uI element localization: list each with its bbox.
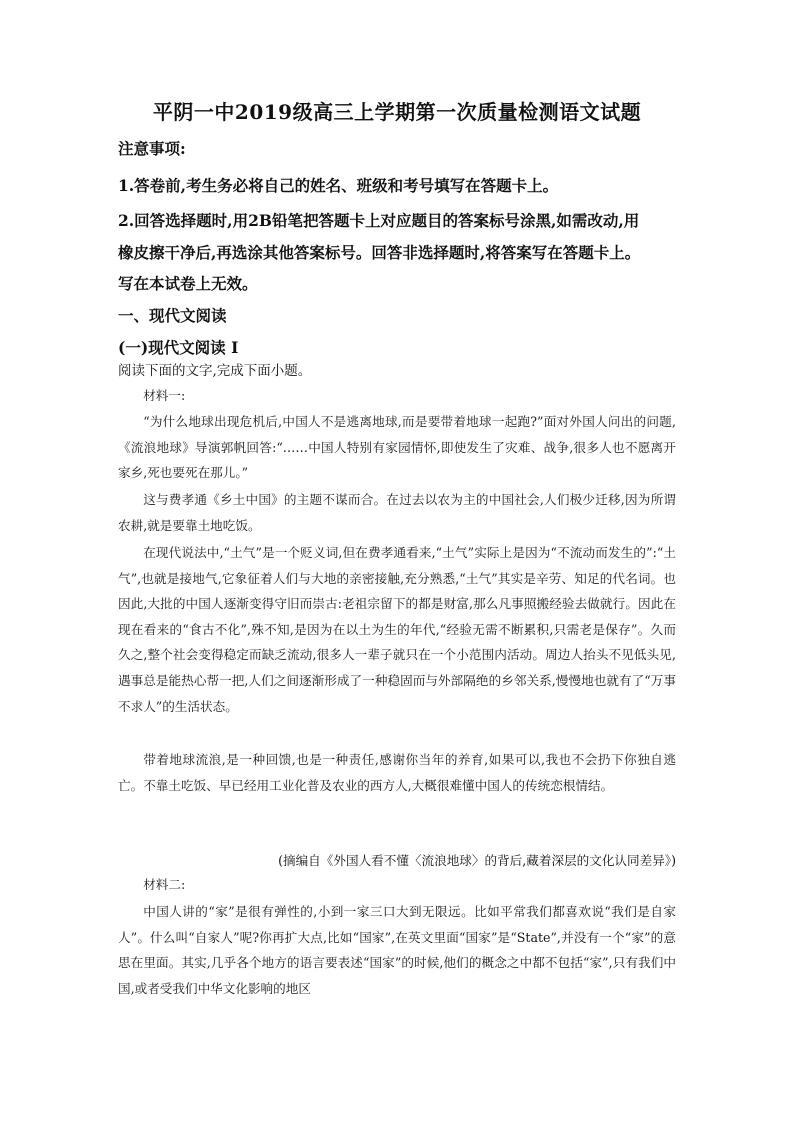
material-1-paragraph-2: 这与费孝通《乡土中国》的主题不谋而合。在过去以农为主的中国社会,人们极少迁移,因为所谓农耕,就是要靠土地吃饭。 xyxy=(118,492,676,533)
material-1-source: (摘编自《外国人看不懂〈流浪地球〉的背后,藏着深层的文化认同差异》) xyxy=(278,853,676,868)
material-2-label: 材料二: xyxy=(143,877,186,892)
section-title: 一、现代文阅读 xyxy=(118,306,227,325)
section-subtitle: (一)现代文阅读 I xyxy=(118,338,239,357)
notice-item-3: 写在本试卷上无效。 xyxy=(118,274,258,293)
notice-item-2-line-2: 橡皮擦干净后,再选涂其他答案标号。回答非选择题时,将答案写在答题卡上。 xyxy=(118,243,641,262)
notice-item-1: 1.答卷前,考生务必将自己的姓名、班级和考号填写在答题卡上。 xyxy=(118,176,559,195)
material-1-paragraph-4: 带着地球流浪,是一种回馈,也是一种责任,感谢你当年的养育,如果可以,我也不会扔下你独自逃亡。不靠土吃饭、早已经用工业化普及农业的西方人,大概很难懂中国人的传统恋根情结。 xyxy=(118,752,676,793)
material-1-label: 材料一: xyxy=(143,388,186,403)
notice-item-2-line-1: 2.回答选择题时,用2B铅笔把答题卡上对应题目的答案标号涂黑,如需改动,用 xyxy=(118,211,640,230)
material-2-paragraph-1: 中国人讲的“家”是很有弹性的,小到一家三口大到无限远。比如平常我们都喜欢说“我们是自家人”。什么叫“自家人”呢?你再扩大点,比如“国家”,在英文里面“国家”是“State”,并没有一个“家”的意思在里面。其实,几乎各个地方的语言要表述“国家”的时候,他们的概念之中都不包括“家”,只有我们中国,或者受我们中华文化影响的地区 xyxy=(118,904,676,996)
section-instruction: 阅读下面的文字,完成下面小题。 xyxy=(118,363,312,379)
notice-heading: 注意事项: xyxy=(118,139,186,158)
material-1-paragraph-1: “为什么地球出现危机后,中国人不是逃离地球,而是要带着地球一起跑?”面对外国人问出的问题,《流浪地球》导演郭帆回答:“……中国人特别有家园情怀,即使发生了灾难、战争,很多人也不愿离开家乡,死也要死在那儿。” xyxy=(118,414,676,481)
exam-title: 平阴一中2019级高三上学期第一次质量检测语文试题 xyxy=(152,100,642,124)
material-1-paragraph-3: 在现代说法中,“土气”是一个贬义词,但在费孝通看来,“土气”实际上是因为“不流动而发生的”:“土气”,也就是接地气,它象征着人们与大地的亲密接触,充分熟悉,“土气”其实是辛劳、知足的代名词。也因此,大批的中国人逐渐变得守旧而崇古:老祖宗留下的都是财富,那么凡事照搬经验去做就行。因此在现在看来的“食古不化”,殊不知,是因为在以土为生的年代,“经验无需不断累积,只需老是保存”。久而久之,整个社会变得稳定而缺乏流动,很多人一辈子就只在一个小范围内活动。周边人抬头不见低头见,遇事总是能热心帮一把,人们之间逐渐形成了一种稳固而与外部隔绝的乡邻关系,慢慢地也就有了“万事不求人”的生活状态。 xyxy=(118,545,676,714)
